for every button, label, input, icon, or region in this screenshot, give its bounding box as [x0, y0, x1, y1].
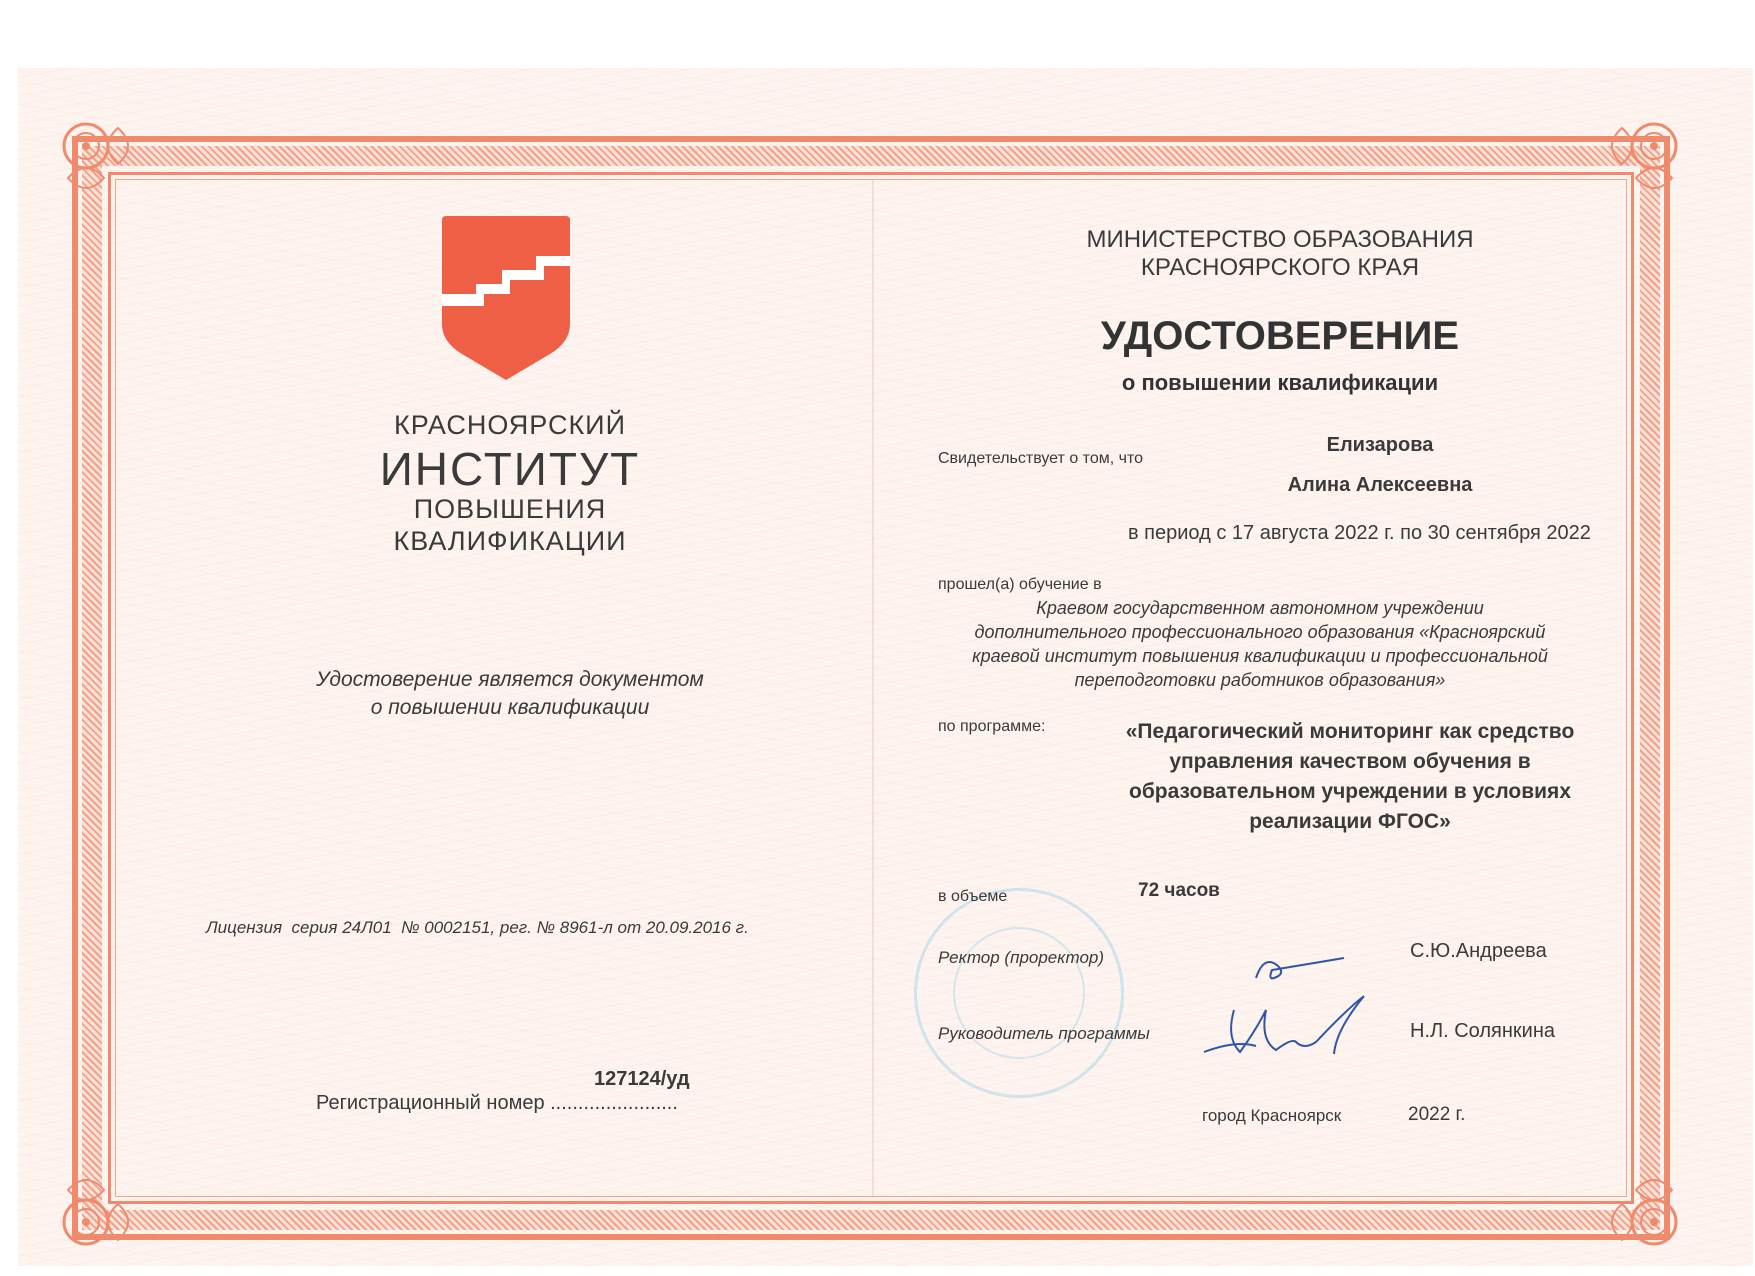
study-period: в период с 17 августа 2022 г. по 30 сентября 2022	[1128, 522, 1591, 544]
recipient-surname: Елизарова	[1326, 434, 1434, 456]
institute-logo-shield	[436, 216, 576, 380]
institute-name-line4: КВАЛИФИКАЦИИ	[393, 526, 627, 556]
institute-name-line3: ПОВЫШЕНИЯ	[413, 494, 607, 524]
program-line2: управления качеством обучения в	[1169, 750, 1531, 773]
document-note-line2: о повышении квалификации	[370, 696, 650, 719]
recipient-given-names: Алина Алексеевна	[1287, 474, 1473, 496]
program-label: по программе:	[938, 718, 1046, 735]
institution-line2: дополнительного профессионального образования «Красноярский	[974, 622, 1546, 642]
ministry-line1: МИНИСТЕРСТВО ОБРАЗОВАНИЯ	[1086, 226, 1474, 253]
rector-label: Ректор (проректор)	[938, 948, 1105, 967]
volume-value: 72 часов	[1138, 880, 1220, 901]
program-line3: образовательном учреждении в условиях	[1129, 780, 1571, 803]
certificate-title: УДОСТОВЕРЕНИЕ	[1100, 314, 1460, 358]
program-line1: «Педагогический мониторинг как средство	[1125, 720, 1575, 743]
program-line4: реализации ФГОС»	[1249, 810, 1451, 833]
institution-line1: Краевом государственном автономном учреждении	[1036, 598, 1484, 618]
city: город Красноярск	[1202, 1106, 1342, 1125]
document-note-line1: Удостоверение является документом	[316, 668, 704, 691]
institution-line4: переподготовки работников образования»	[1074, 670, 1446, 690]
center-fold	[872, 180, 874, 1196]
official-stamp	[914, 888, 1124, 1098]
rector-name: С.Ю.Андреева	[1410, 940, 1547, 962]
certifies-label: Свидетельствует о том, что	[938, 450, 1143, 467]
license-info: Лицензия серия 24Л01 № 0002151, рег. № 8961-л от 20.09.2016 г.	[206, 918, 749, 937]
corner-ornament-top-left	[58, 118, 148, 208]
corner-ornament-bottom-left	[58, 1160, 148, 1250]
trained-label: прошел(а) обучение в	[938, 576, 1102, 593]
issue-year: 2022 г.	[1408, 1104, 1466, 1125]
program-head-name: Н.Л. Солянкина	[1410, 1020, 1555, 1042]
institution-line3: краевой институт повышения квалификации и профессиональной	[972, 646, 1548, 666]
institute-name-line2: ИНСТИТУТ	[379, 443, 641, 495]
volume-label: в объеме	[938, 888, 1008, 905]
ministry-line2: КРАСНОЯРСКОГО КРАЯ	[1140, 254, 1420, 281]
program-head-label: Руководитель программы	[938, 1024, 1150, 1043]
rector-signature	[1250, 948, 1350, 988]
registration-number-value: 127124/уд	[594, 1068, 690, 1090]
institute-name-line1: КРАСНОЯРСКИЙ	[394, 410, 626, 440]
registration-number-label: Регистрационный номер .......................	[316, 1092, 678, 1114]
certificate-subtitle: о повышении квалификации	[1121, 370, 1439, 395]
corner-ornament-bottom-right	[1592, 1160, 1682, 1250]
program-head-signature	[1196, 990, 1376, 1070]
corner-ornament-top-right	[1592, 118, 1682, 208]
